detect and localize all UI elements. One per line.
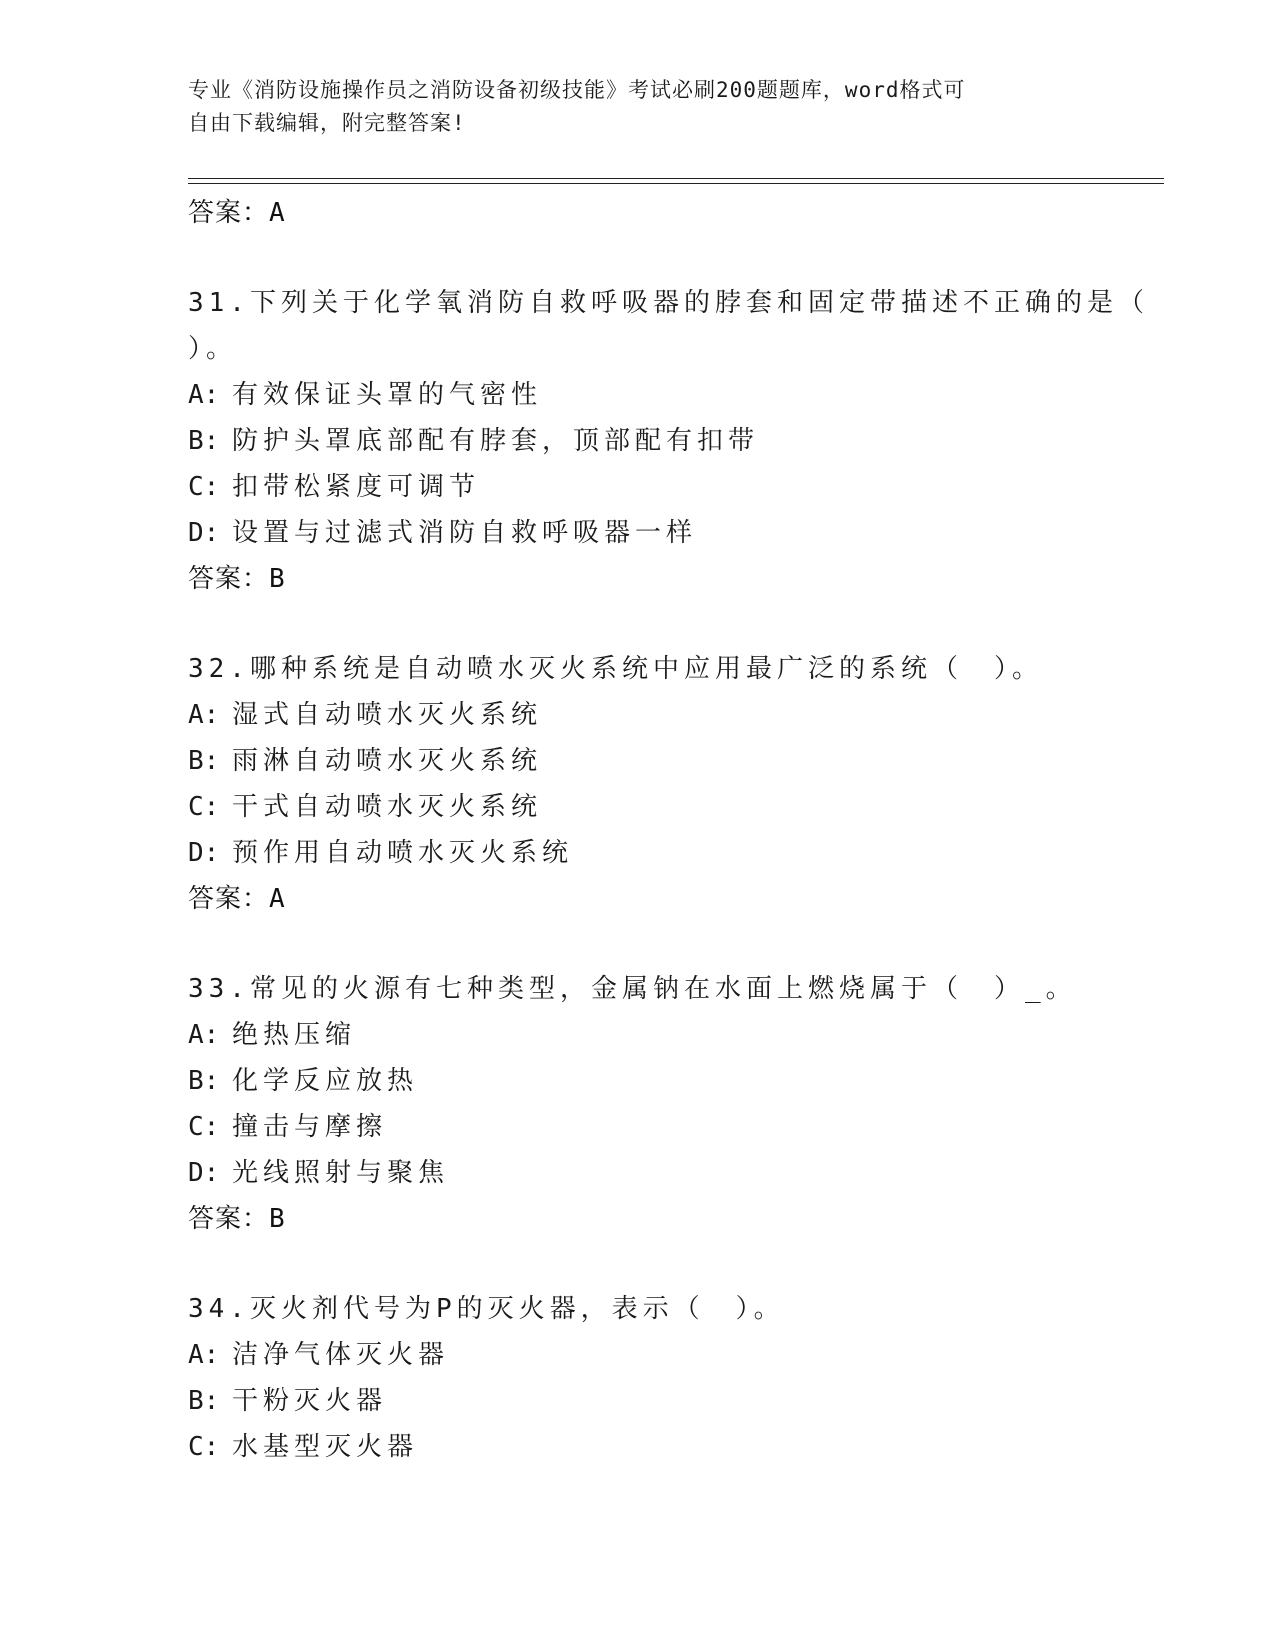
question-31 [188, 280, 1168, 602]
option-letter: B: [188, 1386, 220, 1416]
option-letter: B: [188, 1066, 220, 1096]
option-a [188, 372, 1168, 418]
question-32 [188, 646, 1168, 922]
stem-line: 32.哪种系统是自动喷水灭火系统中应用最广泛的系统（ ）。 [188, 654, 1043, 684]
option-d [188, 510, 1168, 556]
option-d [188, 1150, 1168, 1196]
question-list [188, 190, 1168, 1514]
option-letter: C: [188, 1112, 220, 1142]
option-text: 扣带松紧度可调节 [232, 472, 481, 502]
header-divider-top [188, 178, 1164, 179]
option-text: 撞击与摩擦 [232, 1112, 388, 1142]
option-text: 湿式自动喷水灭火系统 [232, 700, 543, 730]
option-text: 光线照射与聚焦 [232, 1158, 450, 1188]
option-letter: A: [188, 1340, 220, 1370]
option-text: 雨淋自动喷水灭火系统 [232, 746, 543, 776]
header-line-2: 自由下载编辑，附完整答案! [188, 111, 466, 135]
option-letter: C: [188, 1432, 220, 1462]
option-text: 干粉灭火器 [232, 1386, 388, 1416]
option-text: 有效保证头罩的气密性 [232, 380, 543, 410]
option-text: 洁净气体灭火器 [232, 1340, 450, 1370]
option-text: 水基型灭火器 [232, 1432, 419, 1462]
option-letter: B: [188, 426, 220, 456]
stem-line: 33.常见的火源有七种类型，金属钠在水面上燃烧属于（ ）_。 [188, 974, 1077, 1004]
option-text: 化学反应放热 [232, 1066, 419, 1096]
question-stem [188, 1286, 1168, 1332]
document-header [188, 74, 1088, 140]
option-c [188, 1424, 1168, 1470]
stem-line: 31.下列关于化学氧消防自救呼吸器的脖套和固定带描述不正确的是（ [188, 288, 1149, 318]
question-34 [188, 1286, 1168, 1470]
header-line-1: 专业《消防设施操作员之消防设备初级技能》考试必刷200题题库，word格式可 [188, 78, 966, 102]
option-b [188, 738, 1168, 784]
option-letter: C: [188, 472, 220, 502]
option-letter: D: [188, 1158, 220, 1188]
answer-line: 答案：B [188, 1204, 286, 1234]
option-letter: A: [188, 1020, 220, 1050]
question-33 [188, 966, 1168, 1242]
question-stem [188, 646, 1168, 692]
question-stem [188, 280, 1168, 372]
option-a [188, 1012, 1168, 1058]
option-text: 绝热压缩 [232, 1020, 357, 1050]
option-text: 防护头罩底部配有脖套，顶部配有扣带 [232, 426, 760, 456]
option-letter: D: [188, 518, 220, 548]
stem-line: ）。 [188, 334, 238, 364]
header-divider-bottom [188, 183, 1164, 184]
option-text: 设置与过滤式消防自救呼吸器一样 [232, 518, 698, 548]
option-c [188, 1104, 1168, 1150]
option-letter: D: [188, 838, 220, 868]
option-letter: B: [188, 746, 220, 776]
option-c [188, 464, 1168, 510]
option-text: 预作用自动喷水灭火系统 [232, 838, 574, 868]
answer-line: 答案：B [188, 564, 286, 594]
stem-line: 34.灭火剂代号为P的灭火器，表示（ ）。 [188, 1294, 785, 1324]
question-stem [188, 966, 1168, 1012]
option-a [188, 1332, 1168, 1378]
option-text: 干式自动喷水灭火系统 [232, 792, 543, 822]
previous-answer: 答案：A [188, 198, 286, 228]
option-d [188, 830, 1168, 876]
option-a [188, 692, 1168, 738]
answer-line: 答案：A [188, 884, 286, 914]
option-letter: C: [188, 792, 220, 822]
option-letter: A: [188, 380, 220, 410]
option-b [188, 418, 1168, 464]
option-letter: A: [188, 700, 220, 730]
option-b [188, 1378, 1168, 1424]
option-b [188, 1058, 1168, 1104]
option-c [188, 784, 1168, 830]
